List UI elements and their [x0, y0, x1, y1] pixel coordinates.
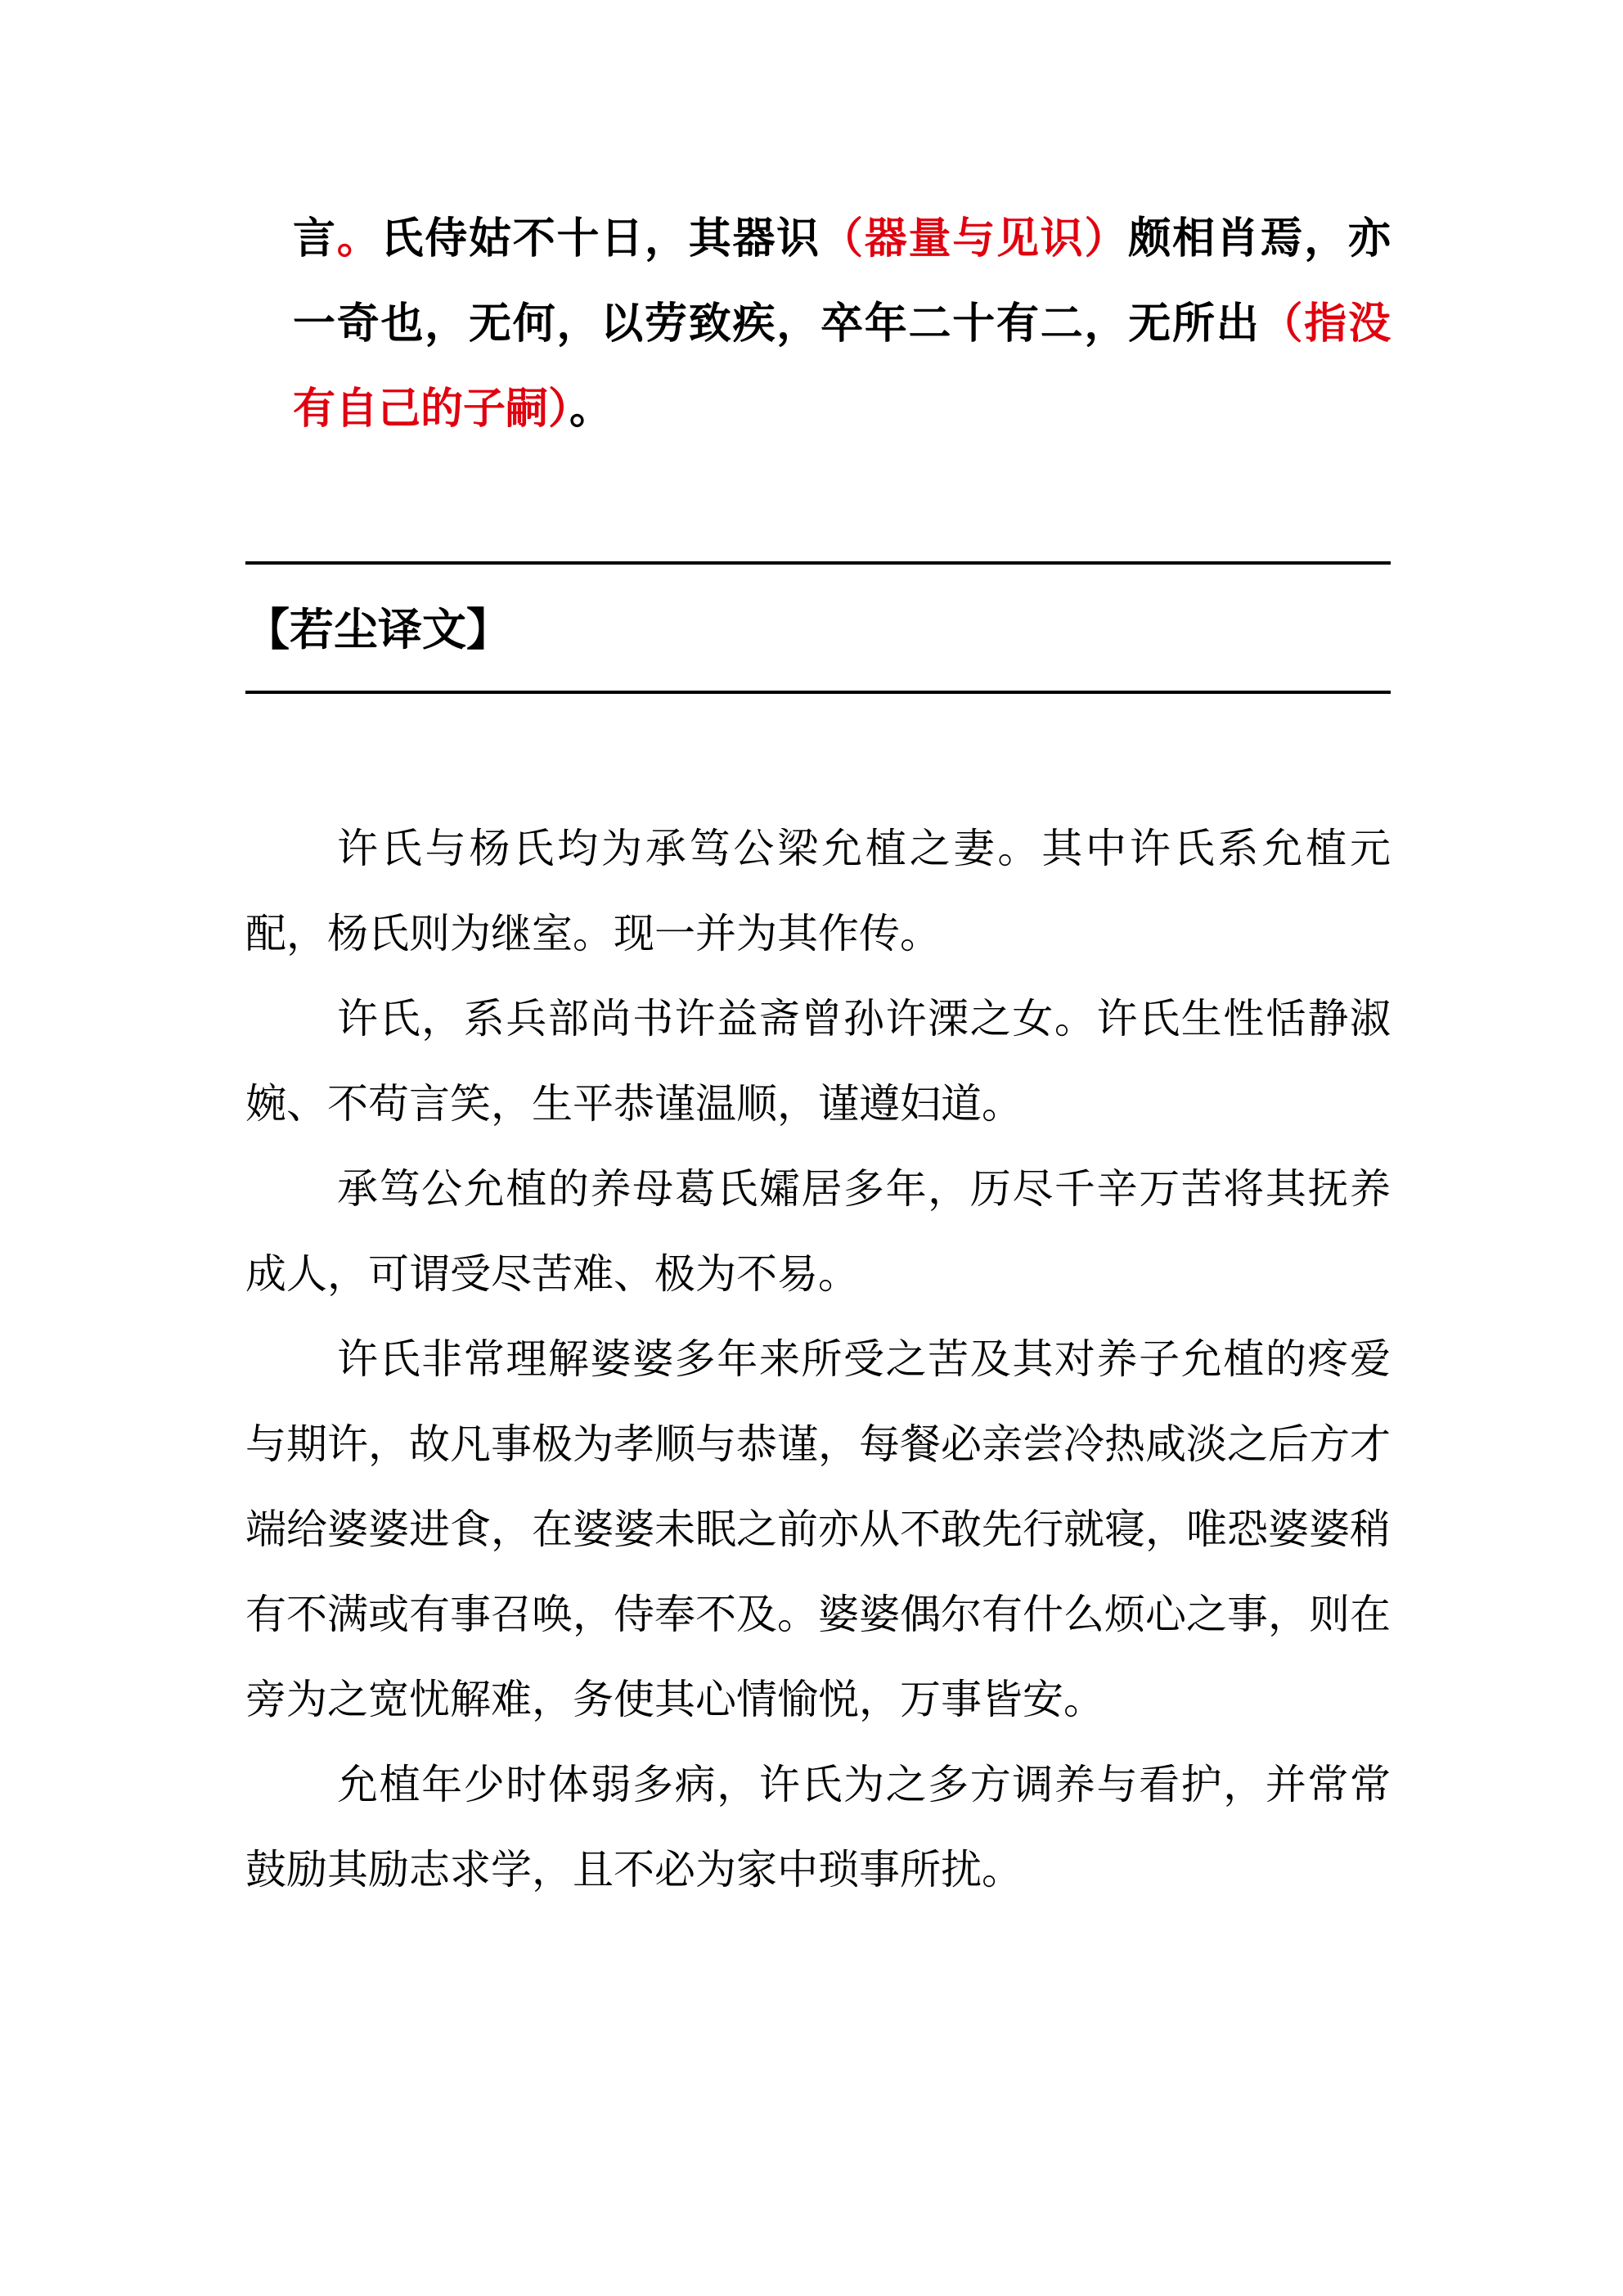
- original-seg-1: 言: [293, 214, 337, 263]
- original-text-block: [293, 196, 1391, 452]
- translation-paragraph: 许氏非常理解婆婆多年来所受之苦及其对养子允植的疼爱与期许，故凡事极为孝顺与恭谨，每餐必亲尝冷热咸淡之后方才端给婆婆进食，在婆婆未眠之前亦从不敢先行就寝，唯恐婆婆稍有不满或有事召唤，侍奉不及。婆婆偶尔有什么烦心之事，则在旁为之宽忧解难，务使其心情愉悦，万事皆安。: [245, 1335, 1391, 1723]
- annotation-wusuochu: （指没有自己的子嗣）: [293, 299, 1391, 434]
- section-rule-top: [245, 561, 1391, 565]
- original-seg-3: 氏侍姑不十日，其器识: [380, 214, 820, 263]
- original-seg-2: 。: [336, 214, 381, 263]
- original-seg-5: 颇相肖焉，亦一奇也，无何，以劳致疾，卒年二十有二，无所出: [293, 214, 1391, 349]
- translation-body: [245, 806, 1391, 1912]
- annotation-qishi: （器量与见识）: [820, 214, 1129, 263]
- section-heading: 【若尘译文】: [245, 603, 510, 655]
- translation-paragraph: 许氏与杨氏均为承笃公梁允植之妻。其中许氏系允植元配，杨氏则为继室。现一并为其作传。: [245, 825, 1391, 957]
- original-seg-7: 。: [569, 384, 613, 434]
- translation-paragraph: 许氏，系兵部尚书许益斋曾孙许溧之女。许氏生性恬静淑婉、不苟言笑，生平恭谨温顺，谨遵妇道。: [245, 995, 1391, 1128]
- translation-paragraph: 允植年少时体弱多病，许氏为之多方调养与看护，并常常鼓励其励志求学，且不必为家中琐事所扰。: [245, 1761, 1391, 1893]
- section-rule-bottom: [245, 691, 1391, 694]
- translation-paragraph: 承笃公允植的养母葛氏孀居多年，历尽千辛万苦将其抚养成人，可谓受尽苦难、极为不易。: [245, 1165, 1391, 1298]
